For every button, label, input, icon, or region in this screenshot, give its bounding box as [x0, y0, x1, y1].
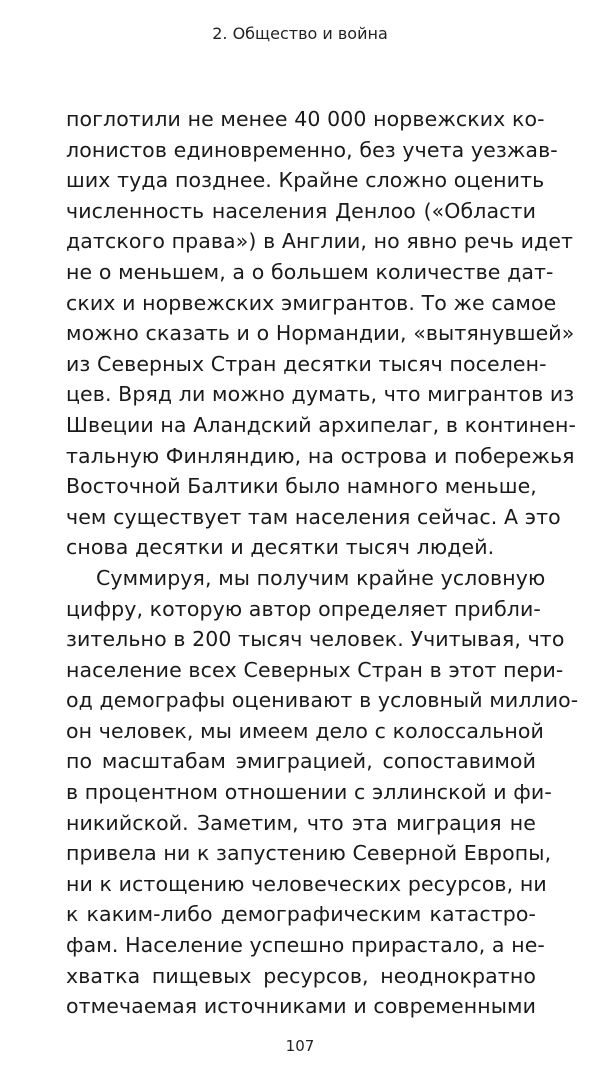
text-line: в процентном отношении с эллинской и фи-	[66, 780, 552, 805]
text-line: Швеции на Аландский архипелаг, в континен-	[66, 412, 577, 437]
text-line: он человек, мы имеем дело с колоссальной	[66, 718, 544, 743]
text-line: фам. Население успешно прирастало, а не-	[66, 933, 545, 958]
text-line: Суммируя, мы получим крайне условную	[96, 565, 546, 590]
text-line: поглотили не менее 40 000 норвежских ко-	[66, 107, 545, 131]
text-line: цифру, которую автор определяет прибли-	[66, 596, 541, 621]
text-line: снова десятки и десятки тысяч людей.	[66, 535, 495, 560]
text-line: население всех Северных Стран в этот пери-	[66, 657, 564, 682]
text-line: отмечаемая источниками и современными	[66, 994, 536, 1019]
text-line: датского права») в Англии, но явно речь идет	[66, 229, 574, 254]
running-head: 2. Общество и война	[212, 24, 388, 43]
text-line: тальную Финляндию, на острова и побережья	[66, 443, 575, 468]
text-line: зительно в 200 тысяч человек. Учитывая, что	[66, 627, 565, 652]
text-line: чем существует там населения сейчас. А это	[66, 504, 561, 529]
text-line: из Северных Стран десятки тысяч поселен-	[66, 351, 547, 376]
text-line: Восточной Балтики было намного меньше,	[66, 474, 537, 499]
text-line: хватка пищевых ресурсов, неоднократно	[66, 963, 536, 988]
text-line: привела ни к запустению Северной Европы,	[66, 841, 552, 866]
text-line: ских и норвежских эмигрантов. То же самое	[66, 290, 557, 315]
text-line: не о меньшем, а о большем количестве дат-	[66, 259, 554, 284]
text-line: численность населения Денлоо («Области	[66, 198, 536, 223]
paragraph-1	[66, 104, 577, 563]
text-line: к каким-либо демографическим катастро-	[66, 902, 536, 927]
text-line: ни к истощению человеческих ресурсов, ни	[66, 871, 547, 896]
text-line: цев. Вряд ли можно думать, что мигрантов из	[66, 382, 575, 407]
body-text	[66, 104, 579, 1022]
text-line: можно сказать и о Нормандии, «вытянувшей»	[66, 321, 575, 346]
page-number: 107	[285, 1037, 315, 1055]
text-line: од демографы оценивают в условный миллио-	[66, 688, 579, 713]
text-line: ших туда позднее. Крайне сложно оценить	[66, 168, 545, 193]
paragraph-2	[66, 563, 579, 1022]
text-line: лонистов единовременно, без учета уезжав-	[66, 137, 558, 162]
text-line: никийской. Заметим, что эта миграция не	[66, 810, 536, 835]
text-line: по масштабам эмиграцией, сопоставимой	[66, 749, 536, 774]
